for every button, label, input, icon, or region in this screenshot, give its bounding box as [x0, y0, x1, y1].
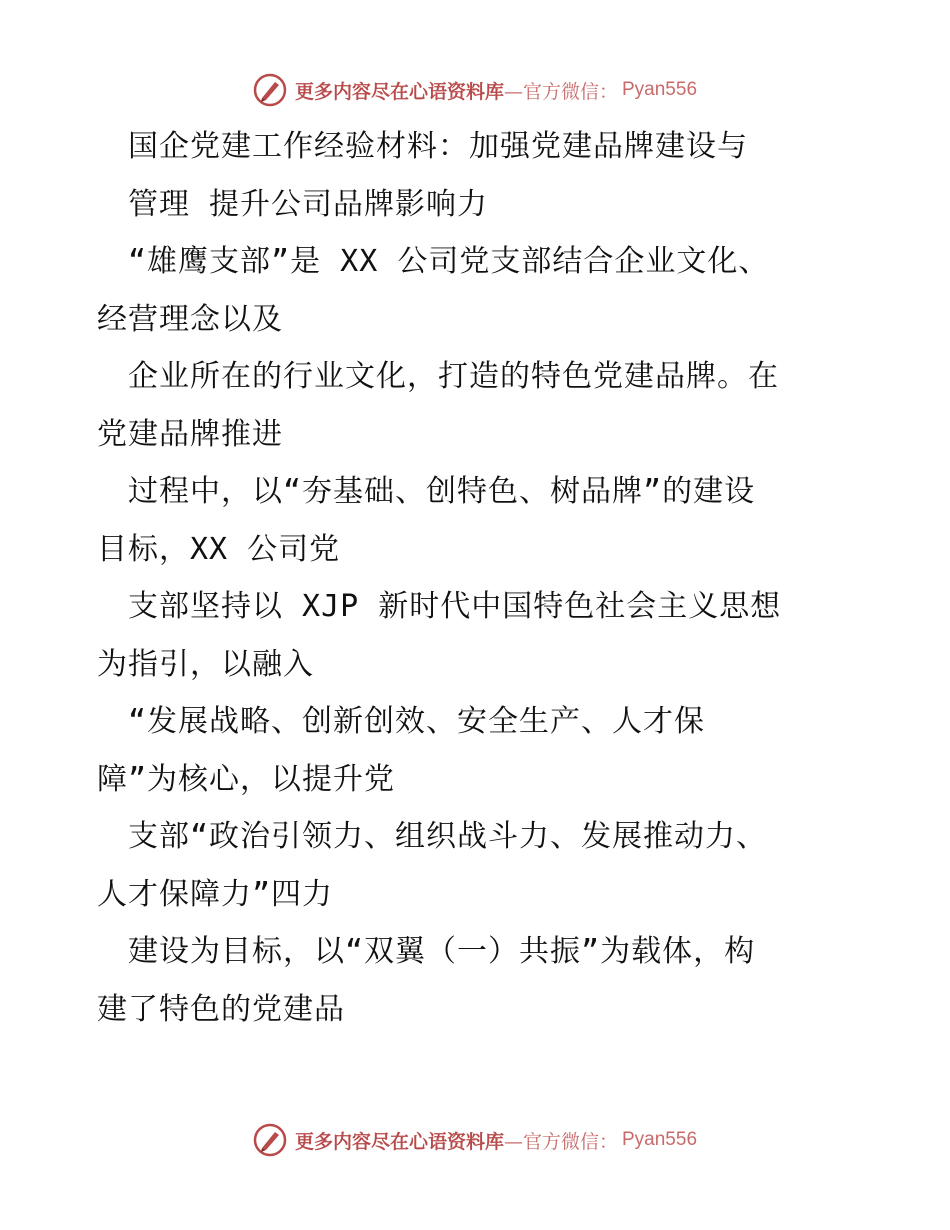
body-line-13: 支部“政治引领力、组织战斗力、发展推动力、: [97, 819, 768, 854]
body-line-7: 过程中，以“夯基础、创特色、树品牌”的建设: [97, 474, 756, 509]
header-brand-text: [295, 77, 618, 104]
footer-brand-text: [295, 1127, 618, 1154]
footer-contact-id: Pyan556: [622, 1129, 698, 1150]
header-separator: —: [503, 80, 523, 103]
body-line-15: 建设为目标，以“双翼（一）共振”为载体，构: [97, 934, 756, 969]
page-footer-watermark: [0, 1120, 950, 1160]
pen-logo-icon: [253, 73, 287, 107]
header-contact-label: 官方微信：: [522, 80, 618, 103]
body-line-4: 经营理念以及: [97, 301, 283, 337]
body-line-12: 障”为核心，以提升党: [97, 761, 396, 797]
body-line-6: 党建品牌推进: [97, 416, 283, 452]
body-line-2: 管理 提升公司品牌影响力: [97, 186, 489, 222]
header-contact-id: Pyan556: [622, 79, 698, 100]
body-line-16: 建了特色的党建品: [97, 991, 345, 1027]
body-line-8: 目标，XX 公司党: [97, 531, 341, 567]
pen-logo-icon: [253, 1123, 287, 1157]
body-line-5: 企业所在的行业文化，打造的特色党建品牌。在: [97, 359, 779, 394]
body-line-14: 人才保障力”四力: [97, 876, 334, 912]
body-line-1: 国企党建工作经验材料：加强党建品牌建设与: [97, 129, 748, 164]
footer-contact-label: 官方微信：: [522, 1130, 618, 1153]
footer-separator: —: [503, 1130, 523, 1153]
footer-brand-name: 更多内容尽在心语资料库: [294, 1130, 504, 1153]
page-header-watermark: [0, 70, 950, 110]
body-line-10: 为指引，以融入: [97, 646, 314, 682]
body-line-11: “发展战略、创新创效、安全生产、人才保: [97, 704, 706, 739]
body-line-3: “雄鹰支部”是 XX 公司党支部结合企业文化、: [97, 244, 770, 279]
body-line-9: 支部坚持以 XJP 新时代中国特色社会主义思想: [97, 589, 782, 624]
document-body: [97, 118, 857, 1038]
header-brand-name: 更多内容尽在心语资料库: [294, 80, 504, 103]
